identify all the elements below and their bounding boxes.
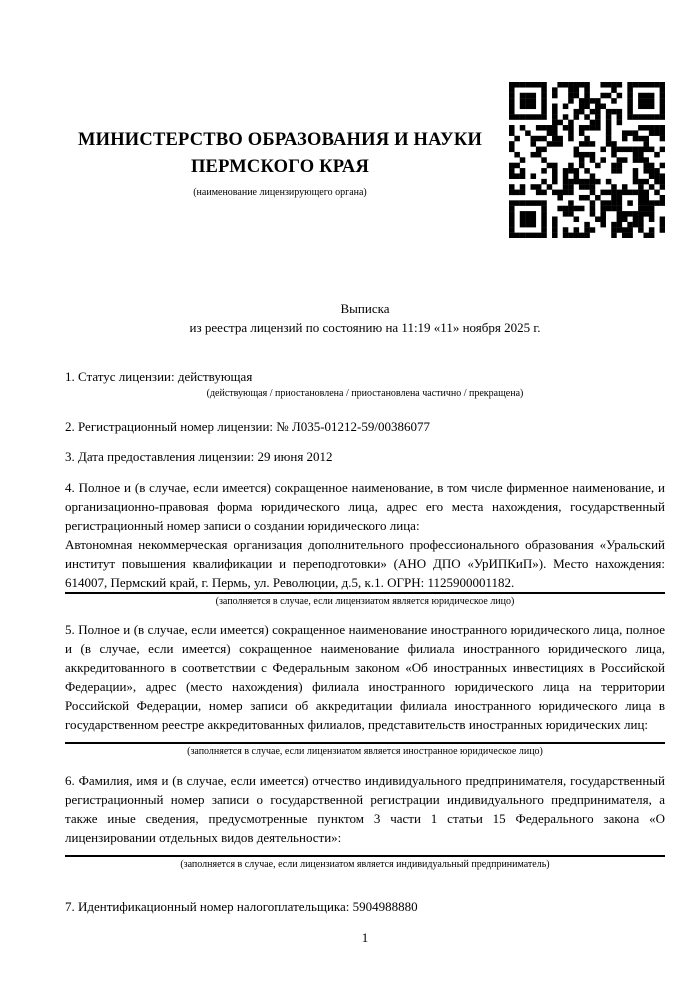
document-title-line2: из реестра лицензий по состоянию на 11:19 «11» ноября 2025 г. [189, 320, 541, 335]
item-4-caption: (заполняется в случае, если лицензиатом является юридическое лицо) [215, 596, 515, 607]
extract-items [65, 367, 665, 916]
item-3-license-date [65, 447, 665, 466]
item-4-label: 4. Полное и (в случае, если имеется) сокращенное наименование, в том числе фирменное наименование, и организационно-правовая форма юридического лица, адрес его места нахождения, государственный регистрационный номер записи о создании юридического лица: [65, 480, 665, 533]
item-4-legal-entity [65, 478, 665, 609]
item-7-text: 7. Идентификационный номер налогоплательщика: 5904988880 [65, 899, 418, 914]
item-6-label: 6. Фамилия, имя и (в случае, если имеется) отчество индивидуального предпринимателя, государственный регистрационный номер записи о государственной регистрации индивидуального предпринимателя, а также иные сведения, предусмотренные пунктом 3 части 1 статьи 15 Федерального закона «О лицензировании отдельных видов деятельности»: [65, 773, 665, 845]
ministry-name-line1: МИНИСТЕРСТВО ОБРАЗОВАНИЯ И НАУКИ [77, 130, 483, 150]
item-6-caption: (заполняется в случае, если лицензиатом является индивидуальный предприниматель) [180, 859, 550, 870]
licensing-authority-block [65, 82, 509, 199]
item-5-label: 5. Полное и (в случае, если имеется) сокращенное наименование иностранного юридического лица, полное и (в случае, если имеется) сокращенное наименование филиала иностранного юридического лица, аккредитованного в соответствии с Федеральным законом «Об иностранных инвестициях в Российской Федерации», адрес (место нахождения) филиала иностранного юридического лица на территории Российской Федерации, номер записи об аккредитации филиала иностранного юридического лица в государственном реестре аккредитованных филиалов, представительств иностранных юридических лиц: [65, 622, 665, 732]
empty-fill-space [65, 847, 665, 855]
item-1-text: 1. Статус лицензии: действующая [65, 369, 253, 384]
item-5-foreign-entity [65, 620, 665, 759]
ministry-name-line2: ПЕРМСКОГО КРАЯ [190, 157, 370, 177]
item-3-text: 3. Дата предоставления лицензии: 29 июня 2012 [65, 449, 333, 464]
item-4-value: Автономная некоммерческая организация дополнительного профессионального образования «Уральский институт повышения квалификации и переподготовки» (АНО ДПО «УрИПКиП»). Место нахождения: 614007, Пермский край, г. Пермь, ул. Революции, д.5, к.1. ОГРН: 1125900001182. [65, 537, 665, 590]
item-1-license-status [65, 367, 665, 401]
ministry-name-caption: (наименование лицензирующего органа) [193, 187, 367, 198]
item-2-text: 2. Регистрационный номер лицензии: № Л035-01212-59/00386077 [65, 419, 431, 434]
item-1-caption: (действующая / приостановлена / приостановлена частично / прекращена) [206, 388, 524, 399]
item-2-registration-number [65, 417, 665, 436]
document-title-line1: Выписка [340, 301, 390, 316]
qr-code-icon [509, 82, 665, 238]
page-number: 1 [361, 930, 369, 945]
item-7-taxpayer-number [65, 897, 665, 916]
item-5-caption: (заполняется в случае, если лицензиатом является иностранное юридическое лицо) [187, 746, 543, 757]
document-header [65, 82, 665, 238]
document-title [65, 299, 665, 337]
item-6-individual-entrepreneur [65, 771, 665, 872]
empty-fill-space [65, 734, 665, 742]
